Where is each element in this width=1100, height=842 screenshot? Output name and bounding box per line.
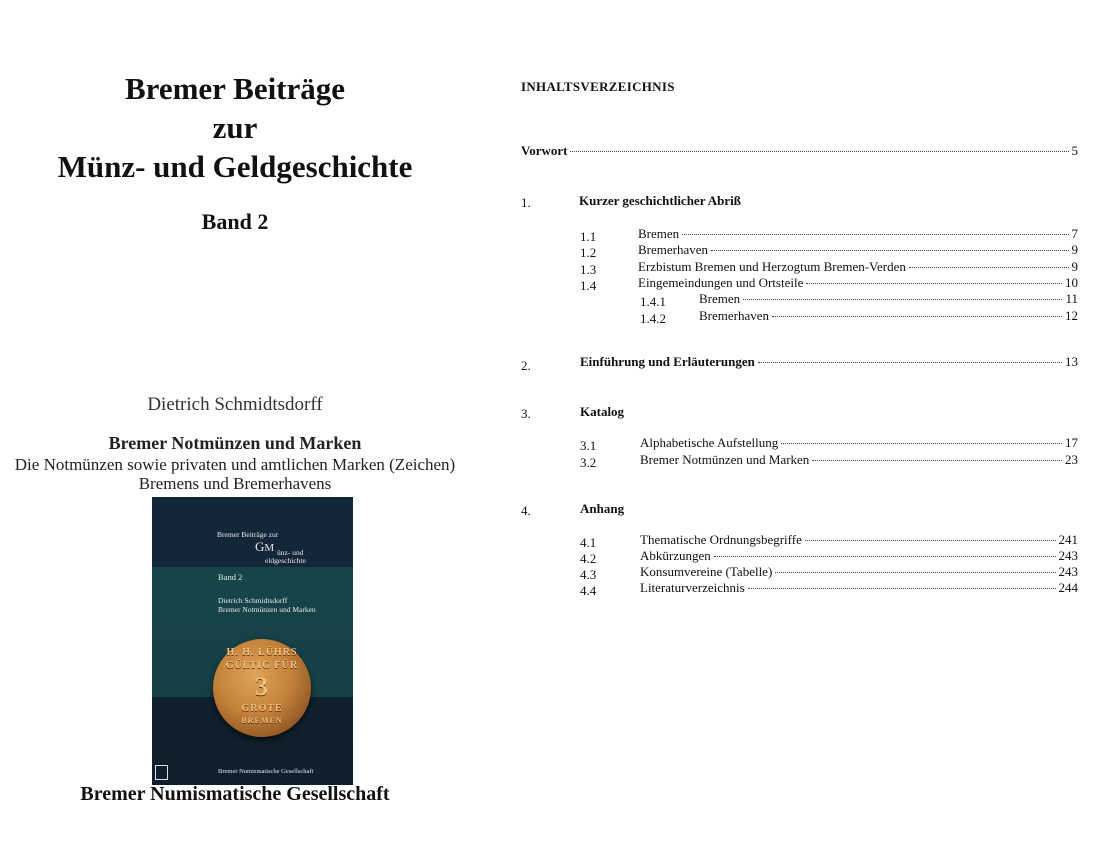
leader-dots	[570, 151, 1068, 152]
leader-dots	[758, 362, 1062, 363]
toc-label: Bremer Notmünzen und Marken	[640, 452, 810, 467]
toc-page: 13	[1065, 354, 1078, 369]
toc-page: 241	[1058, 532, 1078, 547]
cover-series-m: GM	[255, 539, 275, 554]
toc-entry[interactable]	[640, 532, 1078, 548]
toc-item-number: 1.3	[580, 262, 597, 277]
book-subtitle-line-1: Die Notmünzen sowie privaten und amtlichen Marken (Zeichen)	[14, 455, 456, 474]
toc-entry[interactable]	[640, 452, 1078, 468]
toc-label: Bremen	[638, 226, 680, 241]
cover-band: Band 2	[218, 572, 243, 582]
toc-page: 5	[1071, 143, 1078, 158]
coin-top-text: H. H. LÜHRS	[226, 647, 298, 658]
series-title-line-1: Bremer Beiträge	[124, 71, 346, 106]
toc-item-number: 1.4.1	[640, 294, 666, 309]
leader-dots	[743, 299, 1062, 300]
book-subtitle-line-2: Bremens und Bremerhavens	[138, 474, 332, 493]
toc-page: 23	[1065, 452, 1078, 467]
section-title[interactable]: Kurzer geschichtlicher Abriß	[579, 193, 741, 208]
toc-entry[interactable]	[638, 275, 1078, 291]
toc-page: 7	[1071, 226, 1078, 241]
toc-page: 244	[1058, 580, 1078, 595]
section-number: 4.	[521, 503, 531, 518]
toc-item-number: 1.1	[580, 229, 597, 244]
leader-dots	[772, 316, 1062, 317]
section-number: 1.	[521, 195, 531, 210]
toc-entry-vorwort[interactable]	[521, 143, 1078, 159]
cover-author: Dietrich Schmidtsdorff	[218, 596, 288, 605]
toc-entry[interactable]	[640, 548, 1078, 564]
toc-item-number: 4.2	[580, 551, 597, 566]
section-number: 2.	[521, 358, 531, 373]
toc-item-number: 3.1	[580, 438, 597, 453]
leader-dots	[806, 283, 1062, 284]
leader-dots	[781, 443, 1062, 444]
coin-value: 3	[255, 672, 269, 701]
toc-entry[interactable]	[638, 242, 1078, 258]
toc-item-number: 1.4	[580, 278, 597, 293]
toc-label: Konsumvereine (Tabelle)	[640, 564, 773, 579]
toc-item-number: 4.3	[580, 567, 597, 582]
toc-label: Alphabetische Aufstellung	[640, 435, 779, 450]
toc-page: 12	[1065, 308, 1078, 323]
toc-entry[interactable]	[638, 259, 1078, 275]
toc-item-number: 1.2	[580, 245, 597, 260]
book-title	[0, 433, 470, 454]
toc-page: 243	[1058, 564, 1078, 579]
toc-item-number: 3.2	[580, 455, 597, 470]
toc-page: 9	[1071, 259, 1078, 274]
toc-page: 17	[1065, 435, 1078, 450]
toc-label: Literaturverzeichnis	[640, 580, 745, 595]
leader-dots	[714, 556, 1056, 557]
toc-entry[interactable]	[640, 564, 1078, 580]
leader-dots	[812, 460, 1062, 461]
leader-dots	[909, 267, 1069, 268]
toc-page: 9	[1071, 242, 1078, 257]
coin-unit: GROTE	[241, 703, 283, 714]
toc-label: Thematische Ordnungsbegriffe	[640, 532, 802, 547]
cover-publisher: Bremer Numismatische Gesellschaft	[218, 768, 314, 775]
volume-label: Band 2	[201, 209, 269, 234]
toc-label: Bremen	[699, 291, 741, 306]
toc-page: 243	[1058, 548, 1078, 563]
toc-label: Bremerhaven	[699, 308, 770, 323]
cover-series-line: Bremer Beiträge zur	[217, 530, 279, 539]
toc-entry[interactable]	[699, 291, 1078, 307]
toc-entry[interactable]	[638, 226, 1078, 242]
book-title-text: Bremer Notmünzen und Marken	[108, 433, 362, 453]
leader-dots	[711, 250, 1068, 251]
toc-page: 11	[1065, 291, 1078, 306]
publisher-name: Bremer Numismatische Gesellschaft	[80, 783, 390, 805]
leader-dots	[775, 572, 1055, 573]
coin-mid-text: GÜLTIG FÜR	[225, 660, 299, 671]
toc-label: Vorwort	[521, 143, 568, 158]
toc-label: Einführung und Erläuterungen	[580, 354, 755, 369]
toc-entry[interactable]	[699, 308, 1078, 324]
leader-dots	[682, 234, 1068, 235]
leader-dots	[805, 540, 1056, 541]
toc-label: Erzbistum Bremen und Herzogtum Bremen-Verden	[638, 259, 906, 274]
leader-dots	[748, 588, 1056, 589]
toc-label: Bremerhaven	[638, 242, 709, 257]
series-title-line-2: zur	[212, 110, 258, 145]
toc-label: Abkürzungen	[640, 548, 711, 563]
cover-series-muenz: ünz- und	[277, 548, 304, 557]
toc-entry[interactable]	[640, 435, 1078, 451]
toc-item-number: 1.4.2	[640, 311, 666, 326]
coin-city: BREMEN	[241, 716, 283, 725]
toc-item-number: 4.1	[580, 535, 597, 550]
toc-item-number: 4.4	[580, 583, 597, 598]
publisher-logo-icon	[155, 765, 168, 780]
toc-page: 10	[1065, 275, 1078, 290]
toc-heading: INHALTSVERZEICHNIS	[521, 79, 675, 94]
toc-entry-section-2[interactable]	[580, 354, 1078, 370]
toc-entry[interactable]	[640, 580, 1078, 596]
cover-title: Bremer Notmünzen und Marken	[218, 605, 316, 614]
section-title[interactable]: Katalog	[580, 404, 625, 419]
author-name: Dietrich Schmidtsdorff	[147, 394, 323, 415]
coin-image	[213, 639, 311, 737]
book-cover-image	[152, 497, 353, 785]
section-number: 3.	[521, 406, 531, 421]
series-title-line-3: Münz- und Geldgeschichte	[57, 149, 413, 184]
section-title[interactable]: Anhang	[580, 501, 625, 516]
toc-label: Eingemeindungen und Ortsteile	[638, 275, 804, 290]
cover-series-geld: eldgeschichte	[265, 556, 306, 565]
